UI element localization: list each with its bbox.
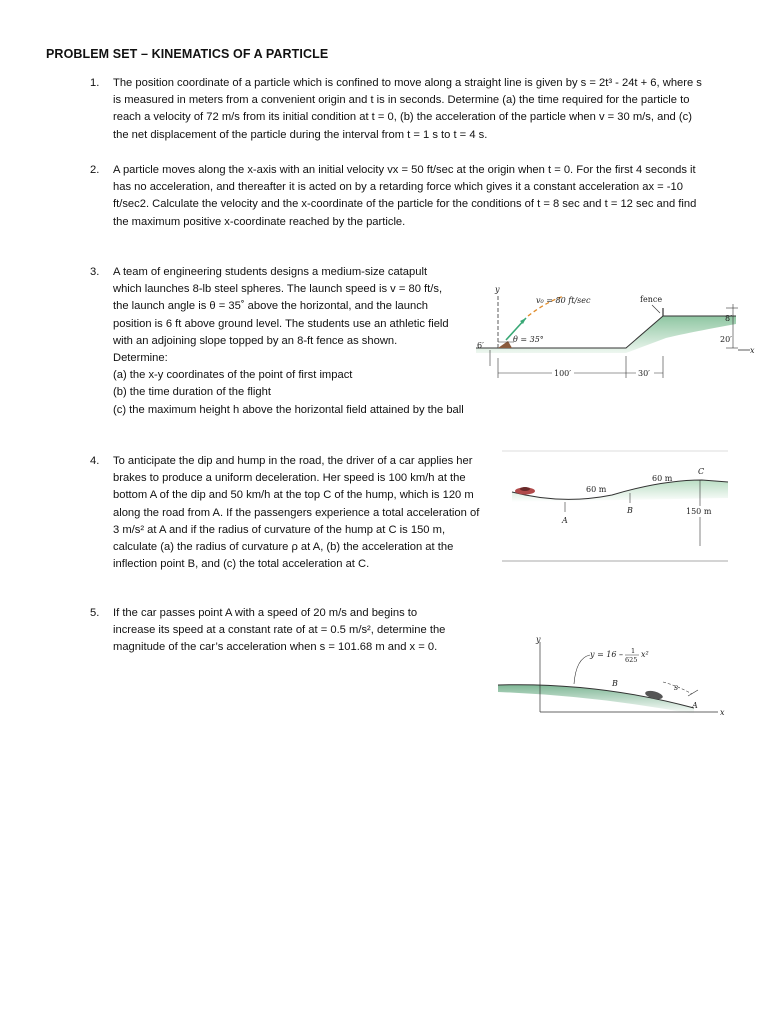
road-shading xyxy=(512,480,728,502)
problem-line: along the road from A. If the passengers experience a total acceleration of xyxy=(113,506,480,519)
page-title: PROBLEM SET – KINEMATICS OF A PARTICLE xyxy=(46,47,329,61)
problem-line: reach a velocity of 72 m/s from its initial condition at t = 0, (b) the acceleration of the particle when v = 30 m/s, and (c) xyxy=(113,111,692,124)
problem-line: is measured in meters from a convenient origin and t is in seconds. Determine (a) the time required for the particle to xyxy=(113,94,690,107)
angle-label: θ = 35° xyxy=(513,335,544,344)
radius-label: 150 m xyxy=(686,507,712,516)
problem-line: A particle moves along the x-axis with an initial velocity vx = 50 ft/sec at the origin when t = 0. For the first 4 seconds it xyxy=(113,164,696,176)
problem-line: (a) the x-y coordinates of the point of first impact xyxy=(113,369,353,382)
dist-ab-label: 60 m xyxy=(586,485,607,494)
point-a-label: A xyxy=(692,701,698,710)
car-cabin xyxy=(520,487,530,491)
arc-s-label: s xyxy=(674,683,679,692)
y-axis-label: y xyxy=(536,635,541,644)
point-a-tick xyxy=(688,690,698,696)
equation-prefix: y = 16 – xyxy=(590,650,624,659)
problem-line: (b) the time duration of the flight xyxy=(113,386,271,399)
x-axis-label: x xyxy=(720,708,725,717)
slope-length-label: 30′ xyxy=(638,369,650,378)
slope-height-label: 20′ xyxy=(720,335,732,344)
road-figure xyxy=(502,450,728,565)
field-length-label: 100′ xyxy=(554,369,572,378)
problem-2-number: 2. xyxy=(90,164,100,176)
problem-line: inflection point B, and (c) the total acceleration at C. xyxy=(113,558,370,571)
problem-line: (c) the maximum height h above the horizontal field attained by the ball xyxy=(113,403,464,416)
problem-line: increase its speed at a constant rate of at = 0.5 m/s², determine the xyxy=(113,624,446,637)
problem-3-number: 3. xyxy=(90,266,100,278)
x-axis-label: x xyxy=(750,346,755,355)
problem-line: A team of engineering students designs a medium-size catapult xyxy=(113,266,428,278)
problem-4-text xyxy=(113,453,479,573)
point-b-label: B xyxy=(612,679,618,688)
y-axis-label: y xyxy=(495,285,500,294)
velocity-label: v₀ = 80 ft/sec xyxy=(536,296,591,305)
problem-line: the maximum positive x-coordinate reached by the particle. xyxy=(113,215,406,228)
equation-denominator: 625 xyxy=(625,656,638,664)
problem-line: 3 m/s² at A and if the radius of curvature of the hump at C is 150 m, xyxy=(113,523,446,536)
problem-line: bottom A of the dip and 50 km/h at the top C of the hump, which is 120 m xyxy=(113,489,474,502)
launch-height-label: 6′ xyxy=(477,341,484,350)
fence-label: fence xyxy=(640,295,663,304)
problem-line: the launch angle is θ = 35˚ above the horizontal, and the launch xyxy=(113,300,429,313)
problem-line: magnitude of the car’s acceleration when s = 101.68 m and x = 0. xyxy=(113,641,438,654)
point-b-label: B xyxy=(627,506,633,515)
problem-line: To anticipate the dip and hump in the road, the driver of a car applies her xyxy=(113,455,473,467)
problem-line: If the car passes point A with a speed of 20 m/s and begins to xyxy=(113,607,418,619)
parabola-road-figure xyxy=(498,636,730,721)
equation-numerator: 1 xyxy=(631,647,636,655)
problem-1-number: 1. xyxy=(90,77,100,89)
catapult-figure xyxy=(476,278,756,388)
problem-line: position is 6 ft above ground level. The students use an athletic field xyxy=(113,317,449,330)
problem-4-number: 4. xyxy=(90,455,100,467)
problem-line: ft/sec2. Calculate the velocity and the x-coordinate of the particle for the conditions of t = 8 sec and t = 12 sec and find xyxy=(113,198,697,211)
problem-line: Determine: xyxy=(113,352,168,365)
problem-line: with an adjoining slope topped by an 8-ft fence as shown. xyxy=(113,334,398,347)
problem-line: the net displacement of the particle during the interval from t = 1 s to t = 4 s. xyxy=(113,128,488,141)
problem-5-number: 5. xyxy=(90,607,100,619)
problem-line: which launches 8-lb steel spheres. The launch speed is v = 80 ft/s, xyxy=(113,283,443,296)
equation-variable: x² xyxy=(641,650,649,659)
problem-3-text xyxy=(113,264,464,419)
point-c-label: C xyxy=(698,467,705,476)
fence-height-label: 8′ xyxy=(725,314,732,323)
problem-line: brakes to produce a uniform deceleration. Her speed is 100 km/h at the xyxy=(113,472,466,485)
problem-line: has no acceleration, and thereafter it is acted on by a retarding force which gives it a constant acceleration ax = -10 xyxy=(113,181,683,194)
fence-pointer xyxy=(652,305,660,313)
problem-1-text xyxy=(113,75,702,144)
dist-bc-label: 60 m xyxy=(652,474,673,483)
equation-pointer xyxy=(574,655,590,684)
problem-line: The position coordinate of a particle which is confined to move along a straight line is given by s = 2t³ - 24t + 6, where s xyxy=(113,77,702,89)
problem-5-text xyxy=(113,605,445,657)
problem-line: calculate (a) the radius of curvature ρ at A, (b) the acceleration at the xyxy=(113,541,454,554)
point-a-label: A xyxy=(562,516,568,525)
problem-2-text xyxy=(113,162,696,231)
